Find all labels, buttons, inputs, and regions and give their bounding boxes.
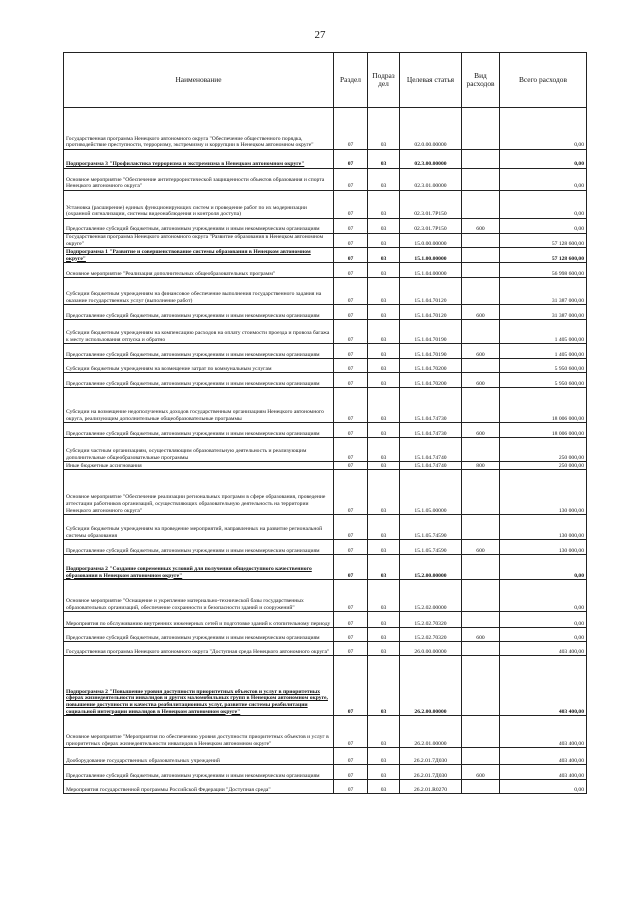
table-row: [64, 234, 587, 248]
cell-subsection: 03: [368, 263, 400, 278]
cell-expense-type: 600: [462, 423, 500, 438]
header-subsection: Подраз дел: [368, 53, 400, 108]
cell-total: 403 400,00: [500, 748, 587, 765]
cell-total: 57 128 600,00: [500, 234, 587, 248]
table-row: [64, 716, 587, 748]
cell-target: 02.3.00.00000: [400, 150, 462, 169]
cell-subsection: 03: [368, 765, 400, 780]
expenses-table: [63, 52, 587, 794]
cell-name: Подпрограмма 3 "Профилактика терроризма и экстремизма в Ненецком автономном округе": [64, 150, 334, 169]
cell-target: 02.3.01.00000: [400, 169, 462, 191]
cell-name: Основное мероприятие "Оснащение и укрепление материально-технической базы государственных образовательных организаций, обеспечение сохранности и безопасности зданий и сооружений": [64, 580, 334, 612]
cell-target: 15.1.04.70200: [400, 359, 462, 373]
cell-expense-type: 600: [462, 373, 500, 388]
cell-section: 07: [334, 642, 368, 656]
cell-section: 07: [334, 462, 368, 470]
cell-name: Государственная программа Ненецкого автономного округа "Доступная среда Ненецкого автономного округа": [64, 642, 334, 656]
cell-total: 18 006 000,00: [500, 388, 587, 423]
cell-name: Субсидии на возмещение недополученных доходов государственным организациям Ненецкого автономного округа, реализующим дополнительные общеобразовательные программы: [64, 388, 334, 423]
cell-name: Предоставление субсидий бюджетным, автономным учреждениям и иным некоммерческим организациям: [64, 628, 334, 642]
cell-total: 130 000,00: [500, 470, 587, 515]
cell-total: 57 128 600,00: [500, 248, 587, 263]
cell-section: 07: [334, 234, 368, 248]
cell-section: 07: [334, 108, 368, 150]
cell-target: 15.2.02.70320: [400, 628, 462, 642]
cell-target: 26.2.01.00000: [400, 716, 462, 748]
table-row: [64, 656, 587, 716]
cell-expense-type: [462, 169, 500, 191]
cell-name: Мероприятия по обслуживанию внутренних инженерных сетей и подготовке зданий к отопительному периоду: [64, 612, 334, 628]
cell-total: 0,00: [500, 580, 587, 612]
cell-section: 07: [334, 344, 368, 359]
cell-name: Предоставление субсидий бюджетным, автономным учреждениям и иным некоммерческим организациям: [64, 765, 334, 780]
cell-total: 403 400,00: [500, 656, 587, 716]
table-row: [64, 373, 587, 388]
cell-expense-type: 600: [462, 765, 500, 780]
cell-expense-type: [462, 580, 500, 612]
cell-target: 15.1.04.70200: [400, 373, 462, 388]
cell-name: Дооборудование государственных образовательных учреждений: [64, 748, 334, 765]
cell-section: 07: [334, 765, 368, 780]
cell-subsection: 03: [368, 540, 400, 555]
cell-total: 0,00: [500, 108, 587, 150]
cell-expense-type: [462, 716, 500, 748]
cell-target: 15.0.00.00000: [400, 234, 462, 248]
cell-expense-type: [462, 555, 500, 580]
cell-section: 07: [334, 359, 368, 373]
cell-subsection: 03: [368, 219, 400, 234]
header-expense-type: Вид расходов: [462, 53, 500, 108]
cell-expense-type: [462, 191, 500, 219]
cell-section: 07: [334, 320, 368, 344]
table-row: [64, 278, 587, 305]
cell-target: 02.3.01.7Р150: [400, 191, 462, 219]
cell-section: 07: [334, 438, 368, 462]
cell-expense-type: [462, 612, 500, 628]
cell-name: Субсидии бюджетным учреждениям на проведение мероприятий, направленных на развитие региональной системы образования: [64, 515, 334, 540]
cell-total: 250 000,00: [500, 462, 587, 470]
table-row: [64, 470, 587, 515]
cell-target: 15.1.04.74730: [400, 423, 462, 438]
cell-total: 130 000,00: [500, 515, 587, 540]
cell-section: 07: [334, 169, 368, 191]
cell-name: Предоставление субсидий бюджетным, автономным учреждениям и иным некоммерческим организациям: [64, 344, 334, 359]
cell-section: 07: [334, 540, 368, 555]
cell-total: 18 006 000,00: [500, 423, 587, 438]
table-row: [64, 150, 587, 169]
cell-expense-type: [462, 359, 500, 373]
cell-expense-type: [462, 388, 500, 423]
table-row: [64, 765, 587, 780]
table-row: [64, 263, 587, 278]
cell-section: 07: [334, 716, 368, 748]
cell-name: Основное мероприятие "Обеспечение реализации региональных программ в сфере образования, проведение аттестации работников организаций, осуществляющих образовательную деятельность на территории Ненецкого автономного округа": [64, 470, 334, 515]
table-row: [64, 748, 587, 765]
cell-name: Установка (расширение) единых функционирующих систем и проведение работ по их модернизации (охранной сигнализации, системы видеонаблюдения и контроля доступа): [64, 191, 334, 219]
cell-subsection: 03: [368, 150, 400, 169]
cell-target: 15.2.02.00000: [400, 580, 462, 612]
cell-subsection: 03: [368, 462, 400, 470]
cell-total: 0,00: [500, 612, 587, 628]
table-row: [64, 388, 587, 423]
cell-expense-type: [462, 780, 500, 794]
header-target: Целевая статья: [400, 53, 462, 108]
cell-name: Субсидии частным организациям, осуществляющим образовательную деятельность и реализующим дополнительные общеобразовательные программы: [64, 438, 334, 462]
cell-target: 15.1.04.70190: [400, 320, 462, 344]
table-row: [64, 248, 587, 263]
table-row: [64, 108, 587, 150]
cell-target: 26.0.00.00000: [400, 642, 462, 656]
cell-target: 15.2.02.70320: [400, 612, 462, 628]
cell-name: Подпрограмма 2 "Создание современных условий для получения общедоступного качественного образования в Ненецком автономном округе": [64, 555, 334, 580]
cell-section: 07: [334, 219, 368, 234]
cell-expense-type: [462, 656, 500, 716]
cell-total: 130 000,00: [500, 540, 587, 555]
cell-expense-type: 800: [462, 462, 500, 470]
cell-name: Государственная программа Ненецкого автономного округа "Развитие образования в Ненецком автономном округе": [64, 234, 334, 248]
cell-total: 31 387 000,00: [500, 305, 587, 320]
cell-target: 15.1.04.70120: [400, 305, 462, 320]
cell-subsection: 03: [368, 344, 400, 359]
cell-section: 07: [334, 555, 368, 580]
cell-target: 15.1.04.74740: [400, 462, 462, 470]
cell-subsection: 03: [368, 108, 400, 150]
cell-expense-type: [462, 642, 500, 656]
cell-expense-type: 600: [462, 219, 500, 234]
table-row: [64, 169, 587, 191]
table-row: [64, 359, 587, 373]
cell-subsection: 03: [368, 716, 400, 748]
cell-expense-type: 600: [462, 344, 500, 359]
cell-total: 250 000,00: [500, 438, 587, 462]
cell-total: 0,00: [500, 555, 587, 580]
cell-expense-type: [462, 515, 500, 540]
header-total: Всего расходов: [500, 53, 587, 108]
cell-subsection: 03: [368, 248, 400, 263]
cell-name: Субсидии бюджетным учреждениям на возмещение затрат по коммунальным услугам: [64, 359, 334, 373]
cell-total: 0,00: [500, 219, 587, 234]
cell-total: 5 950 600,00: [500, 359, 587, 373]
cell-expense-type: 600: [462, 305, 500, 320]
header-section: Раздел: [334, 53, 368, 108]
cell-name: Предоставление субсидий бюджетным, автономным учреждениям и иным некоммерческим организациям: [64, 423, 334, 438]
cell-expense-type: [462, 438, 500, 462]
cell-section: 07: [334, 628, 368, 642]
cell-total: 0,00: [500, 628, 587, 642]
cell-subsection: 03: [368, 642, 400, 656]
table-header-row: [64, 53, 587, 108]
cell-name: Государственная программа Ненецкого автономного округа "Обеспечение общественного порядка, противодействие преступности, терроризму, экстремизму и коррупции в Ненецком автономном округе": [64, 108, 334, 150]
cell-name: Основное мероприятие "Обеспечение антитеррористической защищенности объектов образования и спорта Ненецкого автономного округа": [64, 169, 334, 191]
cell-expense-type: [462, 108, 500, 150]
cell-name: Субсидии бюджетным учреждениям на компенсацию расходов на оплату стоимости проезда и провоза багажа к месту использования отпуска и обратно: [64, 320, 334, 344]
cell-total: 1 405 000,00: [500, 344, 587, 359]
cell-subsection: 03: [368, 423, 400, 438]
cell-total: 0,00: [500, 169, 587, 191]
cell-subsection: 03: [368, 555, 400, 580]
cell-target: 26.2.00.00000: [400, 656, 462, 716]
cell-section: 07: [334, 780, 368, 794]
cell-section: 07: [334, 612, 368, 628]
cell-name: Иные бюджетные ассигнования: [64, 462, 334, 470]
cell-total: 403 400,00: [500, 716, 587, 748]
table-row: [64, 219, 587, 234]
cell-name: Основное мероприятие "Реализация дополнительных общеобразовательных программ": [64, 263, 334, 278]
cell-target: 15.1.05.00000: [400, 470, 462, 515]
cell-expense-type: [462, 248, 500, 263]
table-row: [64, 628, 587, 642]
cell-section: 07: [334, 656, 368, 716]
cell-subsection: 03: [368, 580, 400, 612]
cell-expense-type: [462, 150, 500, 169]
cell-section: 07: [334, 373, 368, 388]
table-row: [64, 344, 587, 359]
cell-target: 26.2.01.7Д030: [400, 765, 462, 780]
cell-subsection: 03: [368, 612, 400, 628]
cell-expense-type: 600: [462, 628, 500, 642]
cell-section: 07: [334, 423, 368, 438]
cell-section: 07: [334, 191, 368, 219]
cell-section: 07: [334, 580, 368, 612]
table-row: [64, 540, 587, 555]
cell-section: 07: [334, 278, 368, 305]
page-number: 27: [314, 29, 326, 41]
table-row: [64, 462, 587, 470]
table-row: [64, 438, 587, 462]
cell-subsection: 03: [368, 388, 400, 423]
table-row: [64, 515, 587, 540]
table-row: [64, 555, 587, 580]
cell-section: 07: [334, 305, 368, 320]
cell-target: 02.0.00.00000: [400, 108, 462, 150]
cell-expense-type: [462, 320, 500, 344]
cell-total: 5 950 600,00: [500, 373, 587, 388]
cell-name: Подпрограмма 1 "Развитие и совершенствование системы образования в Ненецком автономном округе": [64, 248, 334, 263]
cell-name: Подпрограмма 2 "Повышение уровня доступности приоритетных объектов и услуг в приоритетных сферах жизнедеятельности инвалидов и других маломобильных групп в Ненецком автономном округе, повышение доступности и качества реабилитационных услуг, развитие системы реабилитации социальной интеграции инвалидов в Ненецком автономном округе": [64, 656, 334, 716]
cell-subsection: 03: [368, 438, 400, 462]
cell-target: 15.1.05.74590: [400, 540, 462, 555]
cell-expense-type: [462, 278, 500, 305]
cell-expense-type: [462, 234, 500, 248]
cell-section: 07: [334, 388, 368, 423]
cell-target: 15.1.00.00000: [400, 248, 462, 263]
cell-total: 0,00: [500, 191, 587, 219]
cell-total: 0,00: [500, 780, 587, 794]
cell-section: 07: [334, 263, 368, 278]
cell-target: 15.1.05.74590: [400, 515, 462, 540]
cell-name: Предоставление субсидий бюджетным, автономным учреждениям и иным некоммерческим организациям: [64, 373, 334, 388]
cell-target: 15.1.04.74730: [400, 388, 462, 423]
cell-target: 15.1.04.70120: [400, 278, 462, 305]
cell-subsection: 03: [368, 278, 400, 305]
cell-section: 07: [334, 248, 368, 263]
cell-total: 56 998 600,00: [500, 263, 587, 278]
table-row: [64, 642, 587, 656]
table-body: [64, 108, 587, 794]
cell-subsection: 03: [368, 373, 400, 388]
cell-target: 15.1.04.70190: [400, 344, 462, 359]
cell-total: 1 405 000,00: [500, 320, 587, 344]
cell-section: 07: [334, 150, 368, 169]
cell-expense-type: [462, 748, 500, 765]
cell-subsection: 03: [368, 780, 400, 794]
cell-total: 403 400,00: [500, 642, 587, 656]
table-row: [64, 423, 587, 438]
cell-target: 15.1.04.00000: [400, 263, 462, 278]
cell-name: Основное мероприятие "Мероприятия по обеспечению уровня доступности приоритетных объектов и услуг в приоритетных сферах жизнедеятельности инвалидов в Ненецком автономном округе": [64, 716, 334, 748]
cell-subsection: 03: [368, 359, 400, 373]
cell-subsection: 03: [368, 234, 400, 248]
cell-subsection: 03: [368, 515, 400, 540]
cell-subsection: 03: [368, 628, 400, 642]
cell-subsection: 03: [368, 748, 400, 765]
cell-target: 15.1.04.74740: [400, 438, 462, 462]
cell-name: Субсидии бюджетным учреждениям на финансовое обеспечение выполнения государственного задания на оказание государственных услуг (выполнение работ): [64, 278, 334, 305]
header-name: Наименование: [64, 53, 334, 108]
cell-subsection: 03: [368, 305, 400, 320]
cell-name: Мероприятия государственной программы Российской Федерации "Доступная среда": [64, 780, 334, 794]
cell-total: 31 387 000,00: [500, 278, 587, 305]
table-row: [64, 305, 587, 320]
cell-subsection: 03: [368, 191, 400, 219]
cell-subsection: 03: [368, 169, 400, 191]
cell-expense-type: [462, 470, 500, 515]
cell-subsection: 03: [368, 656, 400, 716]
cell-total: 403 400,00: [500, 765, 587, 780]
cell-expense-type: 600: [462, 540, 500, 555]
cell-target: 26.2.01.7Д030: [400, 748, 462, 765]
cell-subsection: 03: [368, 320, 400, 344]
cell-target: 15.2.00.00000: [400, 555, 462, 580]
table-row: [64, 580, 587, 612]
table-row: [64, 780, 587, 794]
cell-section: 07: [334, 470, 368, 515]
cell-total: 0,00: [500, 150, 587, 169]
cell-subsection: 03: [368, 470, 400, 515]
cell-target: 26.2.01.R0270: [400, 780, 462, 794]
table-row: [64, 191, 587, 219]
cell-section: 07: [334, 515, 368, 540]
cell-target: 02.3.01.7Р150: [400, 219, 462, 234]
cell-name: Предоставление субсидий бюджетным, автономным учреждениям и иным некоммерческим организациям: [64, 305, 334, 320]
cell-section: 07: [334, 748, 368, 765]
cell-expense-type: [462, 263, 500, 278]
cell-name: Предоставление субсидий бюджетным, автономным учреждениям и иным некоммерческим организациям: [64, 540, 334, 555]
table-row: [64, 612, 587, 628]
cell-name: Предоставление субсидий бюджетным, автономным учреждениям и иным некоммерческим организациям: [64, 219, 334, 234]
table-row: [64, 320, 587, 344]
